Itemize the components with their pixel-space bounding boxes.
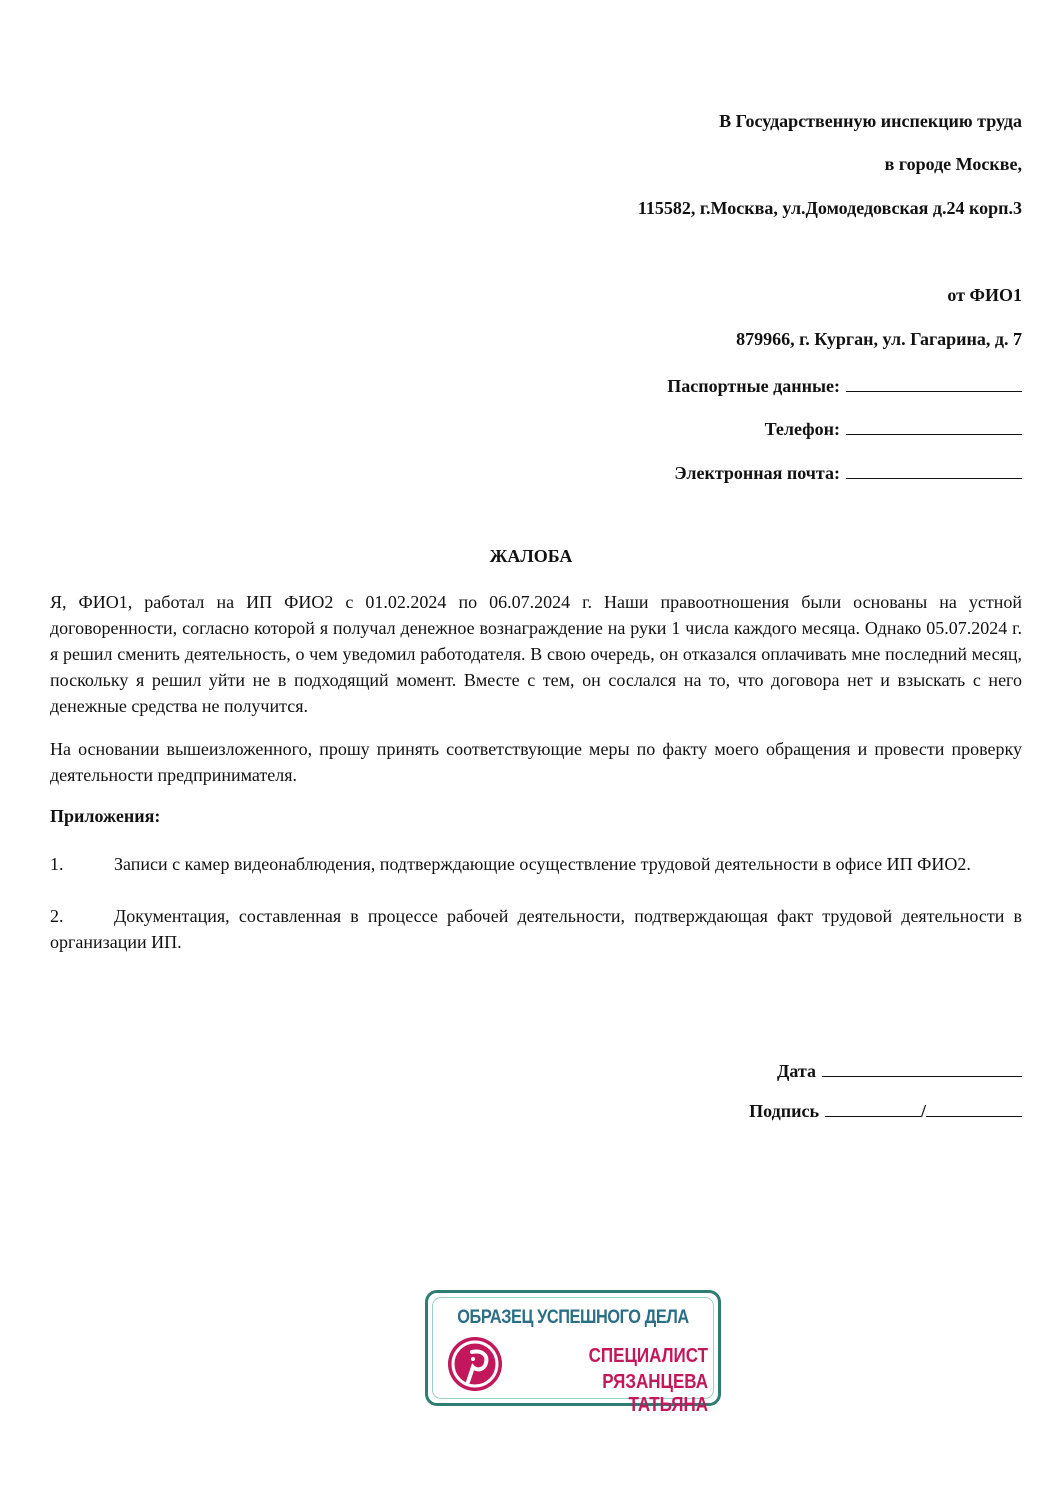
email-blank bbox=[846, 460, 1022, 479]
date-blank bbox=[822, 1058, 1022, 1077]
passport-blank bbox=[846, 373, 1022, 392]
recipient-address: 115582, г.Москва, ул.Домодедовская д.24 корп.3 bbox=[637, 198, 1022, 218]
sender-name: от ФИО1 bbox=[947, 285, 1022, 305]
phone-blank bbox=[846, 416, 1022, 435]
document-title: ЖАЛОБА bbox=[489, 546, 573, 566]
attachments-heading: Приложения: bbox=[50, 806, 161, 826]
attachment-text-1: Записи с камер видеонаблюдения, подтверждающие осуществление трудовой деятельности в офисе ИП ФИО2. bbox=[114, 854, 971, 874]
stamp-title: ОБРАЗЕЦ УСПЕШНОГО ДЕЛА bbox=[457, 1307, 689, 1328]
recipient-line-1: В Государственную инспекцию труда bbox=[719, 111, 1022, 131]
stamp-specialist: СПЕЦИАЛИСТ bbox=[588, 1345, 708, 1367]
attachment-item-1 bbox=[50, 851, 1022, 877]
attachment-text-2: Документация, составленная в процессе рабочей деятельности, подтверждающая факт трудовой деятельности в организации ИП. bbox=[50, 906, 1022, 952]
email-field bbox=[674, 460, 1022, 484]
email-label: Электронная почта: bbox=[674, 463, 840, 483]
date-field bbox=[777, 1058, 1022, 1082]
watermark-stamp bbox=[425, 1290, 721, 1416]
signature-field bbox=[749, 1098, 1022, 1122]
signature-name-blank bbox=[926, 1098, 1022, 1117]
complaint-paragraph-2: На основании вышеизложенного, прошу принять соответствующие меры по факту моего обращения и провести проверку деятельности предпринимателя. bbox=[50, 739, 1022, 785]
attachment-item-2 bbox=[50, 903, 1022, 955]
date-label: Дата bbox=[777, 1061, 816, 1081]
recipient-line-2: в городе Москве, bbox=[884, 154, 1022, 174]
signature-label: Подпись bbox=[749, 1101, 819, 1121]
signature-separator: / bbox=[920, 1101, 926, 1121]
phone-label: Телефон: bbox=[764, 419, 840, 439]
phone-field bbox=[765, 416, 1022, 440]
signature-blank bbox=[825, 1098, 921, 1117]
stamp-name: РЯЗАНЦЕВА ТАТЬЯНА bbox=[602, 1371, 708, 1416]
attachment-number-2: 2. bbox=[50, 906, 64, 926]
attachment-number-1: 1. bbox=[50, 854, 64, 874]
sender-address: 879966, г. Курган, ул. Гагарина, д. 7 bbox=[736, 329, 1022, 349]
passport-field bbox=[667, 373, 1022, 397]
passport-label: Паспортные данные: bbox=[667, 376, 840, 396]
complaint-paragraph-1: Я, ФИО1, работал на ИП ФИО2 с 01.02.2024 по 06.07.2024 г. Наши правоотношения были основаны на устной договоренности, согласно которой я получал денежное вознаграждение на руки 1 числа каждого месяца. Однако 05.07.2024 г. я решил сменить деятельность, о чем уведомил работодателя. В свою очередь, он отказался оплачивать мне последний месяц, поскольку я решил уйти не в подходящий момент. Вместе с тем, он сослался на то, что договора нет и взыскать с него денежные средства не получится. bbox=[50, 592, 1022, 716]
pinterest-icon bbox=[446, 1335, 504, 1393]
